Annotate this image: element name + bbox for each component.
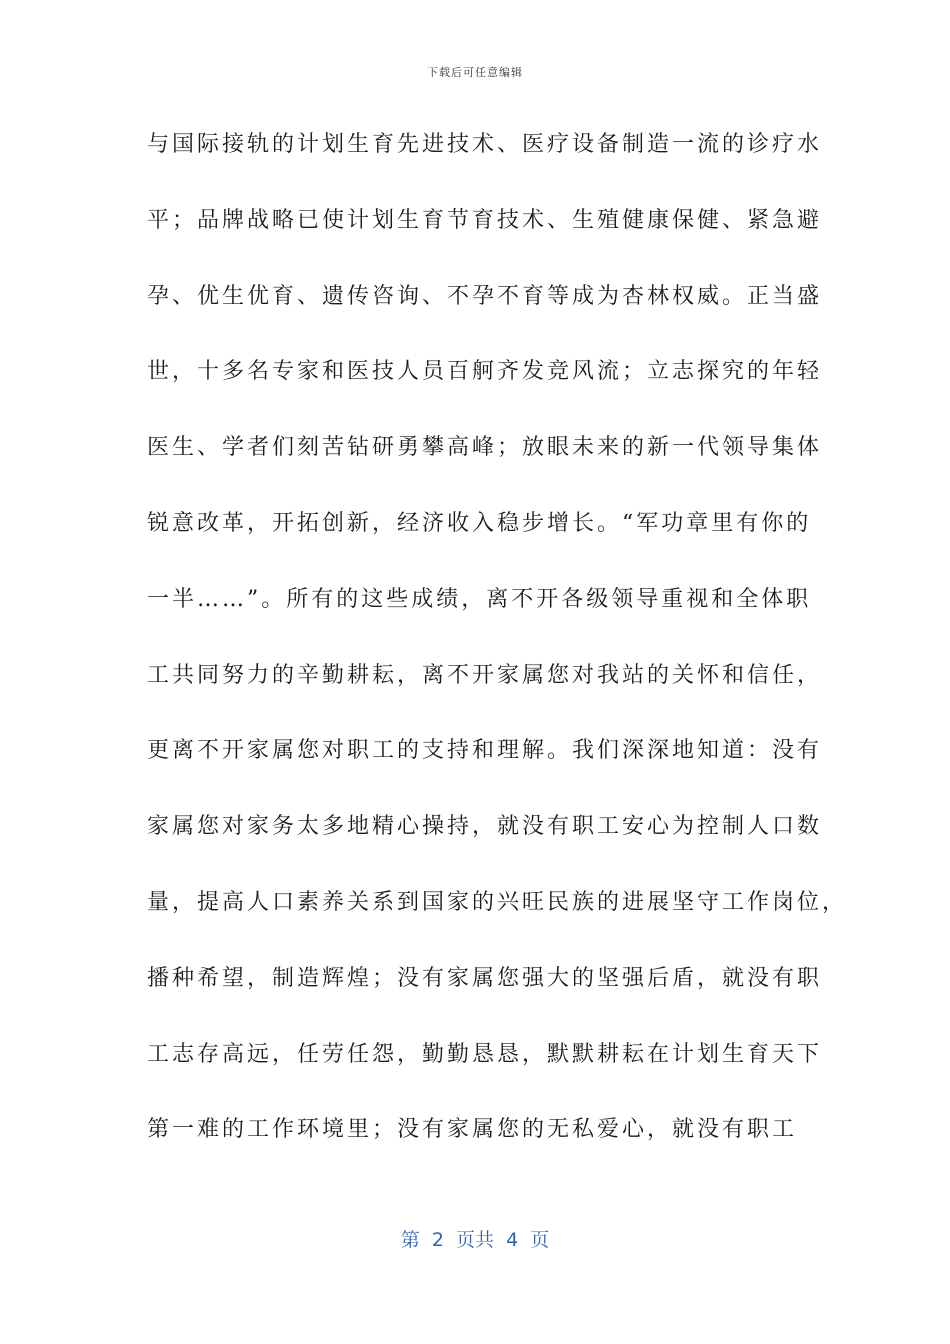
- page-header: 下载后可任意编辑: [427, 66, 523, 79]
- body-line: 播种希望，制造辉煌；没有家属您强大的坚强后盾，就没有职: [147, 965, 823, 991]
- body-line: 医生、学者们刻苦钻研勇攀高峰；放眼未来的新一代领导集体: [147, 435, 823, 461]
- body-line: 平；品牌战略已使计划生育节育技术、生殖健康保健、紧急避: [147, 207, 823, 233]
- body-line: 锐意改革，开拓创新，经济收入稳步增长。“军功章里有你的: [147, 510, 812, 536]
- body-line: 工共同努力的辛勤耕耘，离不开家属您对我站的关怀和信任，: [147, 662, 823, 688]
- page-number-text: 第 2 页共 4 页: [400, 1229, 550, 1251]
- body-line: 一半……”。所有的这些成绩，离不开各级领导重视和全体职: [147, 586, 812, 612]
- body-line: 与国际接轨的计划生育先进技术、医疗设备制造一流的诊疗水: [147, 132, 823, 157]
- body-line: 家属您对家务太多地精心操持，就没有职工安心为控制人口数: [147, 814, 823, 840]
- body-line: 孕、优生优育、遗传咨询、不孕不育等成为杏林权威。正当盛: [147, 283, 823, 309]
- body-line: 更离不开家属您对职工的支持和理解。我们深深地知道：没有: [147, 738, 823, 764]
- page-number-footer: [0, 1225, 950, 1252]
- body-line: 量，提高人口素养关系到国家的兴旺民族的进展坚守工作岗位，: [147, 889, 848, 915]
- body-line: 世，十多名专家和医技人员百舸齐发竞风流；立志探究的年轻: [147, 359, 823, 385]
- body-line: 工志存高远，任劳任怨，勤勤恳恳，默默耕耘在计划生育天下: [147, 1041, 823, 1067]
- body-line: 第一难的工作环境里；没有家属您的无私爱心，就没有职工: [147, 1117, 798, 1143]
- document-body: [147, 123, 848, 1184]
